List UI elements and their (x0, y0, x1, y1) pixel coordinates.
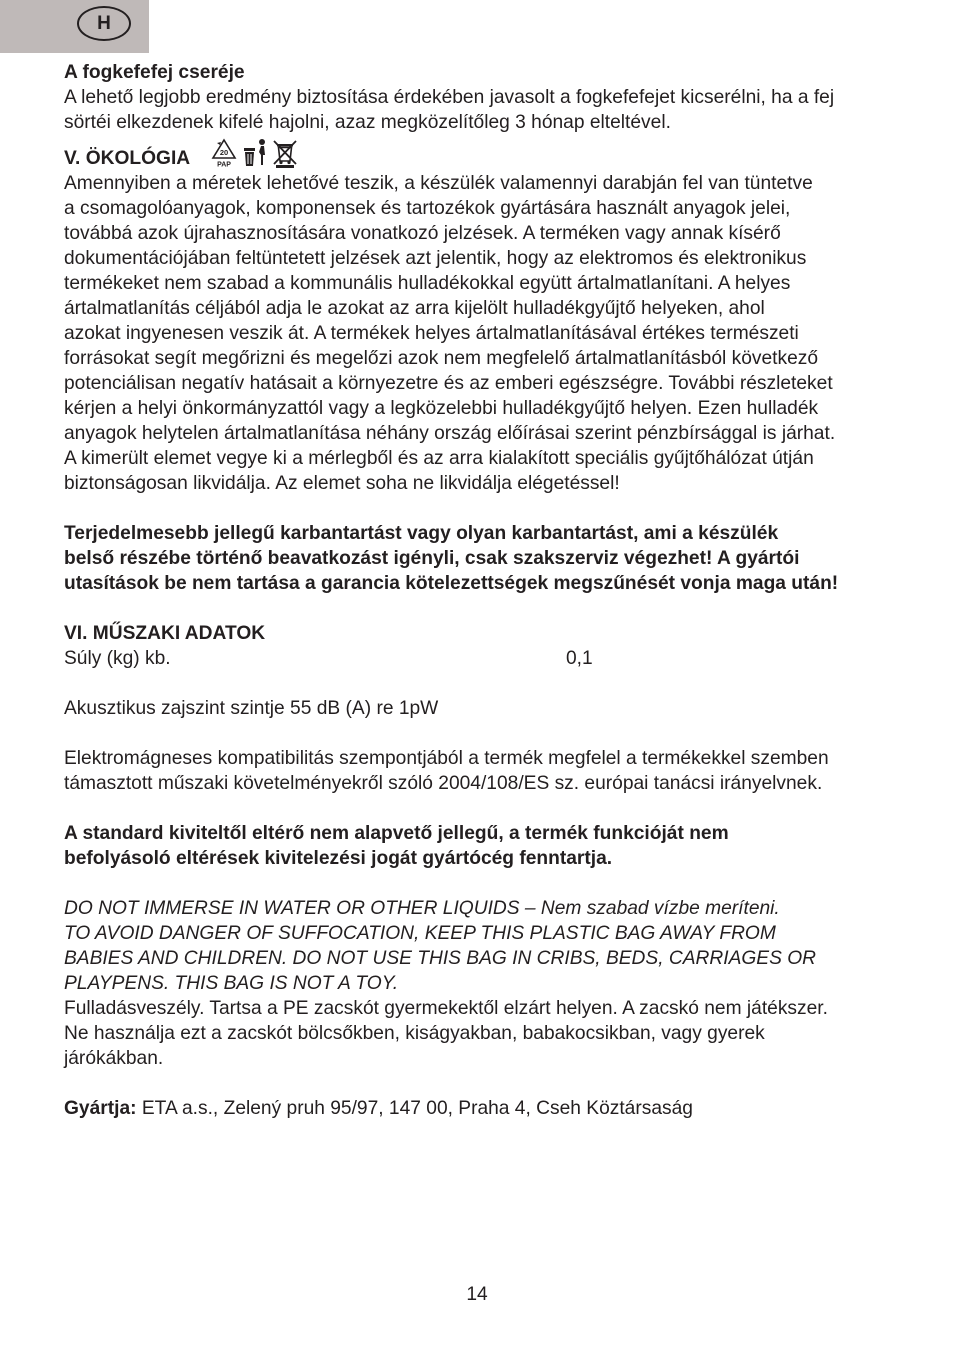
safety-warning-line: TO AVOID DANGER OF SUFFOCATION, KEEP THIS PLASTIC BAG AWAY FROM (64, 923, 776, 944)
service-warning-line: Terjedelmesebb jellegű karbantartást vagy olyan karbantartást, ami a készülék (64, 523, 779, 544)
ecology-icons (210, 138, 298, 171)
safety-warning-line: BABIES AND CHILDREN. DO NOT USE THIS BAG IN CRIBS, BEDS, CARRIAGES OR (64, 948, 817, 969)
safety-text-line: járókákban. (64, 1048, 164, 1069)
service-warning-line: utasítások be nem tartása a garancia kötelezettségek megszűnését vonja maga után! (64, 573, 839, 594)
spec-noise: Akusztikus zajszint szintje 55 dB (A) re 1pW (64, 698, 439, 719)
safety-warning-line: DO NOT IMMERSE IN WATER OR OTHER LIQUIDS – Nem szabad vízbe meríteni. (64, 898, 780, 919)
safety-text-line: Ne használja ezt a zacskót bölcsőkben, kiságyakban, babakocsikban, vagy gyerek (64, 1023, 765, 1044)
recycle-label-text: PAP (217, 161, 232, 168)
paragraph-line: dokumentációjában feltüntetett jelzések azt jelentik, hogy az elektromos és elektronikus (64, 248, 807, 269)
deviation-notice-line: befolyásoló eltérések kivitelezési jogát gyártócég fenntartja. (64, 848, 613, 869)
paragraph-line: A kimerült elemet vegye ki a mérlegből és az arra kialakított speciális gyűjtőhálózat útján (64, 448, 814, 469)
paragraph-line: a csomagolóanyagok, komponensek és tartozékok gyártására használt anyagok jelei, (64, 198, 791, 219)
language-badge (77, 6, 131, 41)
language-code: H (97, 13, 111, 34)
spec-weight-value: 0,1 (566, 648, 593, 669)
paragraph-line: kérjen a helyi önkormányzattól vagy a legközelebbi hulladékgyűjtő helyen. Ezen hulladék (64, 398, 819, 419)
recycle-code-text: 20 (220, 148, 229, 157)
paragraph-line: A lehető legjobb eredmény biztosítása érdekében javasolt a fogkefefejet kicserélni, ha a fej (64, 87, 835, 108)
crossed-wheelie-bin-icon (272, 138, 298, 168)
paragraph-line: potenciálisan negatív hatásait a környezetre és az emberi egészségre. További részleteket (64, 373, 833, 394)
paragraph-line: termékeket nem szabad a kommunális hulladékokkal együtt ártalmatlanítani. A helyes (64, 273, 791, 294)
paragraph-line: ártalmatlanítás céljából adja le azokat az arra kijelölt hulladékgyűjtő helyeken, ahol (64, 298, 765, 319)
spec-emc-line: Elektromágneses kompatibilitás szempontjából a termék megfelel a termékekkel szemben (64, 748, 829, 769)
page-content (64, 60, 894, 1121)
manufacturer-label: Gyártja: (64, 1098, 137, 1119)
paragraph-line: továbbá azok újrahasznosítására vonatkozó jelzések. A terméken vagy annak kísérő (64, 223, 781, 244)
paragraph-line: sörtéi elkezdenek kifelé hajolni, azaz megközelítőleg 3 hónap elteltével. (64, 112, 671, 133)
spec-emc-line: támasztott műszaki követelményekről szóló 2004/108/ES sz. európai tanácsi irányelvnek. (64, 773, 823, 794)
service-warning-line: belső részébe történő beavatkozást igényli, csak szakszerviz végezhet! A gyártói (64, 548, 800, 569)
paragraph-line: biztonságosan likvidálja. Az elemet soha ne likvidálja elégetéssel! (64, 473, 620, 494)
safety-warning-line: PLAYPENS. THIS BAG IS NOT A TOY. (64, 973, 399, 994)
paragraph-line: forrásokat segít megőrizni és megelőzi azok nem megfelelő ártalmatlanításból következő (64, 348, 819, 369)
paragraph-line: anyagok helytelen ártalmatlanítása néhány ország előírásai szerint pénzbírsággal is járhat. (64, 423, 836, 444)
section-title-brush-replacement: A fogkefefej cseréje (64, 62, 245, 83)
spec-row-weight (64, 646, 894, 671)
deviation-notice-line: A standard kiviteltől eltérő nem alapvető jellegű, a termék funkcióját nem (64, 823, 729, 844)
ecology-heading (64, 135, 894, 171)
paragraph-line: azokat ingyenesen veszik át. A termékek helyes ártalmatlanításával értékes természeti (64, 323, 799, 344)
manufacturer-line (64, 1096, 894, 1121)
section-title-specs: VI. MŰSZAKI ADATOK (64, 623, 266, 644)
trash-bin-person-icon (242, 138, 268, 168)
manufacturer-address: ETA a.s., Zelený pruh 95/97, 147 00, Praha 4, Cseh Köztársaság (136, 1098, 693, 1119)
recycling-pap-icon (210, 138, 238, 168)
paragraph-line: Amennyiben a méretek lehetővé teszik, a készülék valamennyi darabján fel van tüntetve (64, 173, 813, 194)
section-title-ecology: V. ÖKOLÓGIA (64, 148, 191, 169)
page-number: 14 (466, 1284, 488, 1305)
language-tab (0, 0, 149, 53)
spec-weight-label: Súly (kg) kb. (64, 648, 171, 669)
safety-text-line: Fulladásveszély. Tartsa a PE zacskót gyermekektől elzárt helyen. A zacskó nem játékszer. (64, 998, 828, 1019)
